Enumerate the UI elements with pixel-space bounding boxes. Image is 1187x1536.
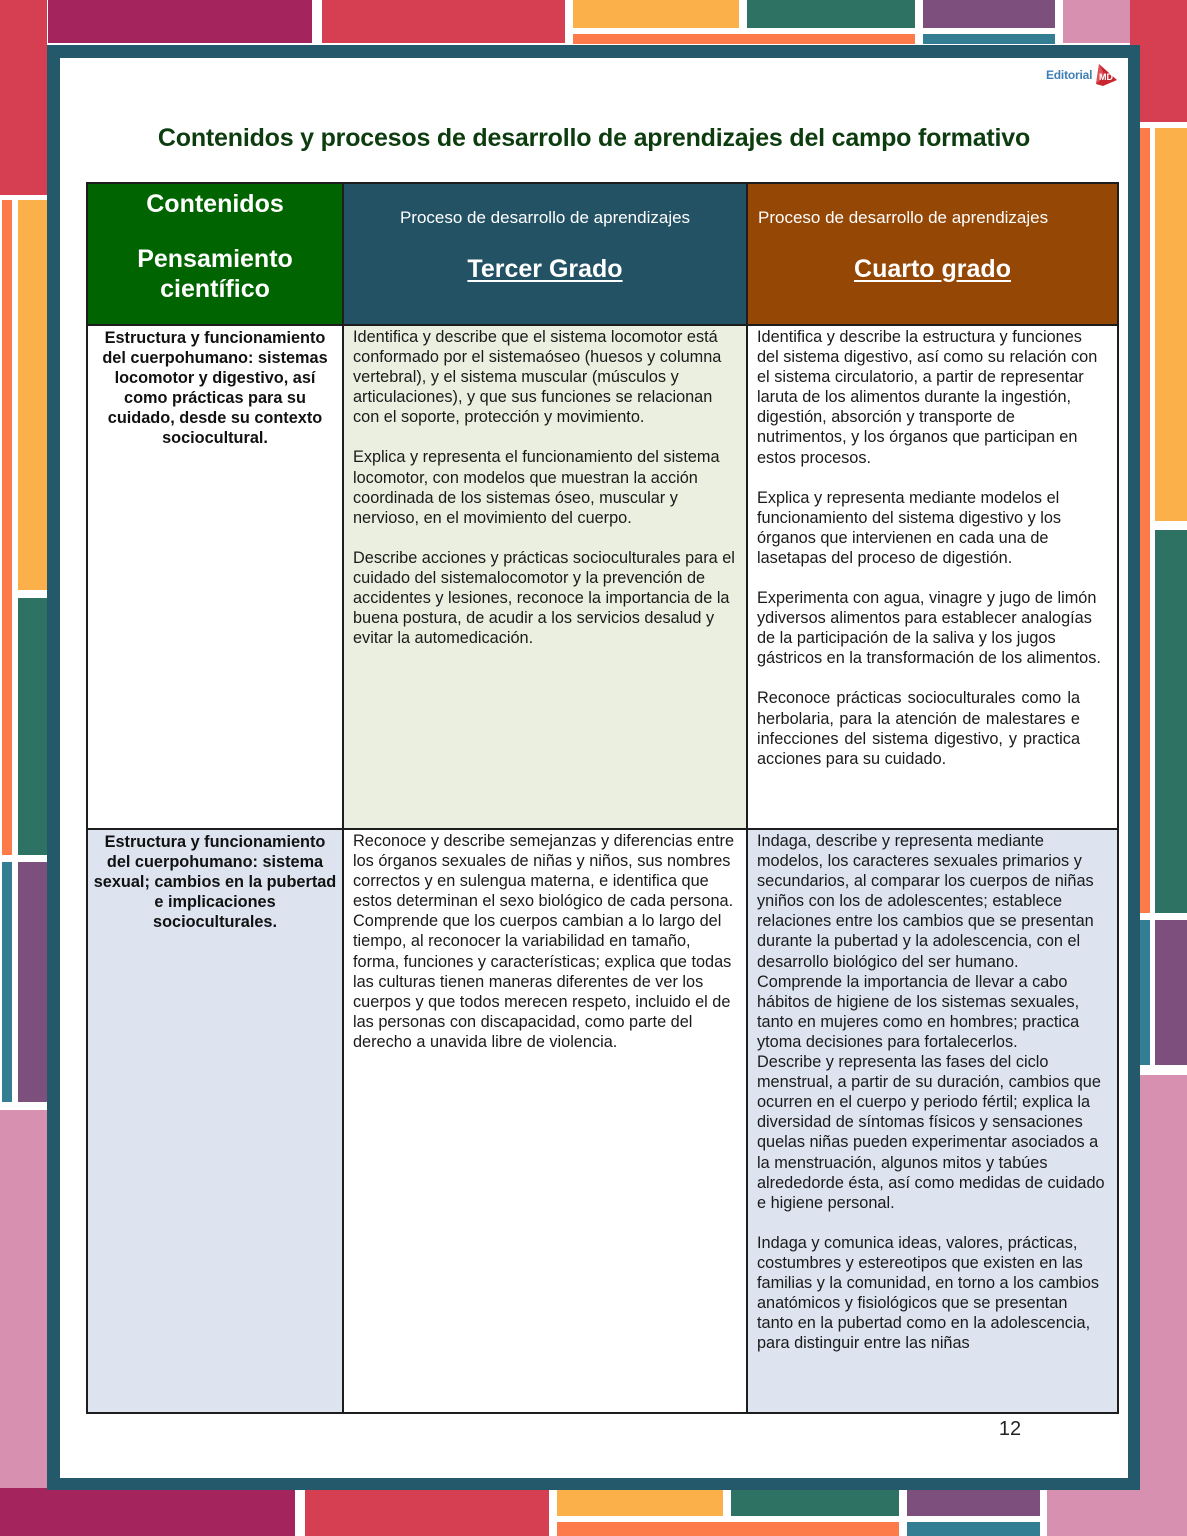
decor-block (18, 862, 47, 1102)
header-contenidos (87, 183, 343, 325)
decor-block (1130, 0, 1187, 45)
decor-block (2, 862, 12, 1102)
header-grade: Tercer Grado (467, 255, 623, 283)
svg-text:MD: MD (1099, 72, 1114, 82)
header-cuarto-grado (747, 183, 1118, 325)
decor-block (1155, 530, 1187, 913)
header-contenidos-title: Contenidos (146, 190, 284, 218)
learning-process: Describe acciones y prácticas socioculturales para el cuidado del sistemalocomotor y la prevención de accidentes y lesiones, reconoce la importancia de la buena postura, de acudir a los servicios desalud y evitar la automedicación. (353, 548, 735, 648)
decor-block (322, 0, 565, 43)
decor-block (1047, 1488, 1140, 1536)
decor-block (573, 34, 915, 44)
decor-block (1155, 920, 1187, 1065)
learning-process: Reconoce y describe semejanzas y diferencias entre los órganos sexuales de niñas y niños, sus nombres correctos y en sulengua materna, e identifica que estos determinan el sexo biológico de cada persona. (353, 832, 734, 911)
content-cell: Estructura y funcionamiento del cuerpohumano: sistemas locomotor y digestivo, así como prácticas para su cuidado, desde su contexto sociocultural. (87, 325, 343, 829)
page-number: 12 (998, 1418, 1022, 1440)
learning-process: Explica y representa mediante modelos el funcionamiento del sistema digestivo y los órganos que intervienen en cada una de lasetapas del proceso de digestión. (757, 488, 1062, 567)
decor-block (18, 598, 47, 855)
header-grade: Cuarto grado (854, 255, 1011, 283)
decor-block (1140, 128, 1150, 913)
learning-process: Comprende que los cuerpos cambian a lo largo del tiempo, al reconocer la variabilidad en tamaño, forma, funciones y características; explica que todas las culturas tienen maneras diferentes de ver los cuerpos y que todos merecen respeto, incluido el de las personas con discapacidad, como parte del derecho a unavida libre de violencia. (353, 912, 732, 1051)
decor-block (1140, 45, 1187, 122)
header-process-label: Proceso de desarrollo de aprendizajes (758, 208, 1049, 227)
decor-block (907, 1488, 1040, 1516)
page-title: Contenidos y procesos de desarrollo de aprendizajes del campo formativo (157, 124, 1031, 152)
decor-block (0, 0, 47, 45)
cuarto-grado-cell (747, 829, 1118, 1413)
decor-block (923, 0, 1055, 28)
decor-block (1140, 1075, 1187, 1536)
header-tercer-grado (343, 183, 747, 325)
publisher-logo (1046, 64, 1117, 86)
learning-process: Identifica y describe la estructura y funciones del sistema digestivo, así como su relación con el sistema circulatorio, a partir de representar laruta de los alimentos durante la ingestión, digestión, absorción y transporte de nutrimentos, y los órganos que participan en estos procesos. (757, 328, 1098, 467)
learning-process: Reconoce prácticas socioculturales como la herbolaria, para la atención de malestares e infecciones del sistema digestivo, y practica acciones para su cuidado. (757, 689, 1080, 768)
learning-process: Indaga y comunica ideas, valores, prácticas, costumbres y estereotipos que existen en las familias y la comunidad, en torno a los cambios anatómicos y fisiológicos que se presentan tanto en la pubertad como en la adolescencia, para distinguir entre las niñas (757, 1233, 1100, 1353)
decor-block (0, 1488, 295, 1536)
decor-block (2, 200, 12, 855)
learning-process: Comprende la importancia de llevar a cabo hábitos de higiene de los sistemas sexuales, tanto en mujeres como en hombres; practica ytoma decisiones para fortalecerlos. (757, 972, 1080, 1051)
learning-process: Explica y representa el funcionamiento del sistema locomotor, con modelos que muestran la acción coordinada de los sistemas óseo, muscular y nervioso, en el movimiento del cuerpo. (353, 448, 720, 527)
table-header-row (87, 183, 1118, 325)
decor-block (557, 1488, 723, 1516)
decor-block (923, 34, 1055, 44)
logo-text: Editorial (1046, 68, 1093, 82)
decor-block (557, 1522, 899, 1536)
table-row (87, 829, 1118, 1413)
decor-block (1140, 920, 1150, 1065)
decor-block (48, 0, 312, 43)
learning-process: Describe y representa las fases del ciclo menstrual, a partir de su duración, cambios que ocurren en el cuerpo y periodo fértil; explica la diversidad de síntomas físicos y sensaciones quelas niñas pueden experimentar asociados a la menstruación, algunos mitos y tabúes alrededorde ésta, así como medidas de cuidado e higiene personal. (757, 1053, 1105, 1212)
decor-block (1063, 0, 1140, 43)
table-row (87, 325, 1118, 829)
decor-block (0, 45, 47, 195)
curriculum-table (86, 182, 1119, 1414)
header-process-label: Proceso de desarrollo de aprendizajes (399, 208, 691, 227)
md-logo-icon (1093, 64, 1117, 86)
learning-process: Experimenta con agua, vinagre y jugo de limón ydiversos alimentos para establecer analogías de la participación de la saliva y los jugos gástricos en la transformación de los alimentos. (757, 589, 1101, 668)
decor-block (573, 0, 739, 28)
learning-process: Identifica y describe que el sistema locomotor está conformado por el sistemaóseo (huesos y columna vertebral), y el sistema muscular (músculos y articulaciones), y que sus funciones se relacionan con el soporte, protección y movimiento. (353, 328, 722, 427)
cuarto-grado-cell (747, 325, 1118, 829)
tercer-grado-cell (343, 829, 747, 1413)
tercer-grado-cell (343, 325, 747, 829)
decor-block (305, 1488, 549, 1536)
decor-block (0, 1110, 47, 1500)
decor-block (747, 0, 915, 28)
header-contenidos-subtitle: Pensamiento científico (137, 245, 293, 303)
decor-block (731, 1488, 899, 1516)
decor-block (18, 200, 47, 590)
learning-process: Indaga, describe y representa mediante modelos, los caracteres sexuales primarios y secundarios, al comparar los cuerpos de niñas yniños con los de adolescentes; establece relaciones entre los cambios que se presentan durante la pubertad y la adolescencia, con el desarrollo biológico del ser humano. (757, 832, 1094, 971)
decor-block (1155, 128, 1187, 521)
decor-block (907, 1522, 1040, 1536)
content-cell: Estructura y funcionamiento del cuerpohumano: sistema sexual; cambios en la pubertad e implicaciones socioculturales. (87, 829, 343, 1413)
